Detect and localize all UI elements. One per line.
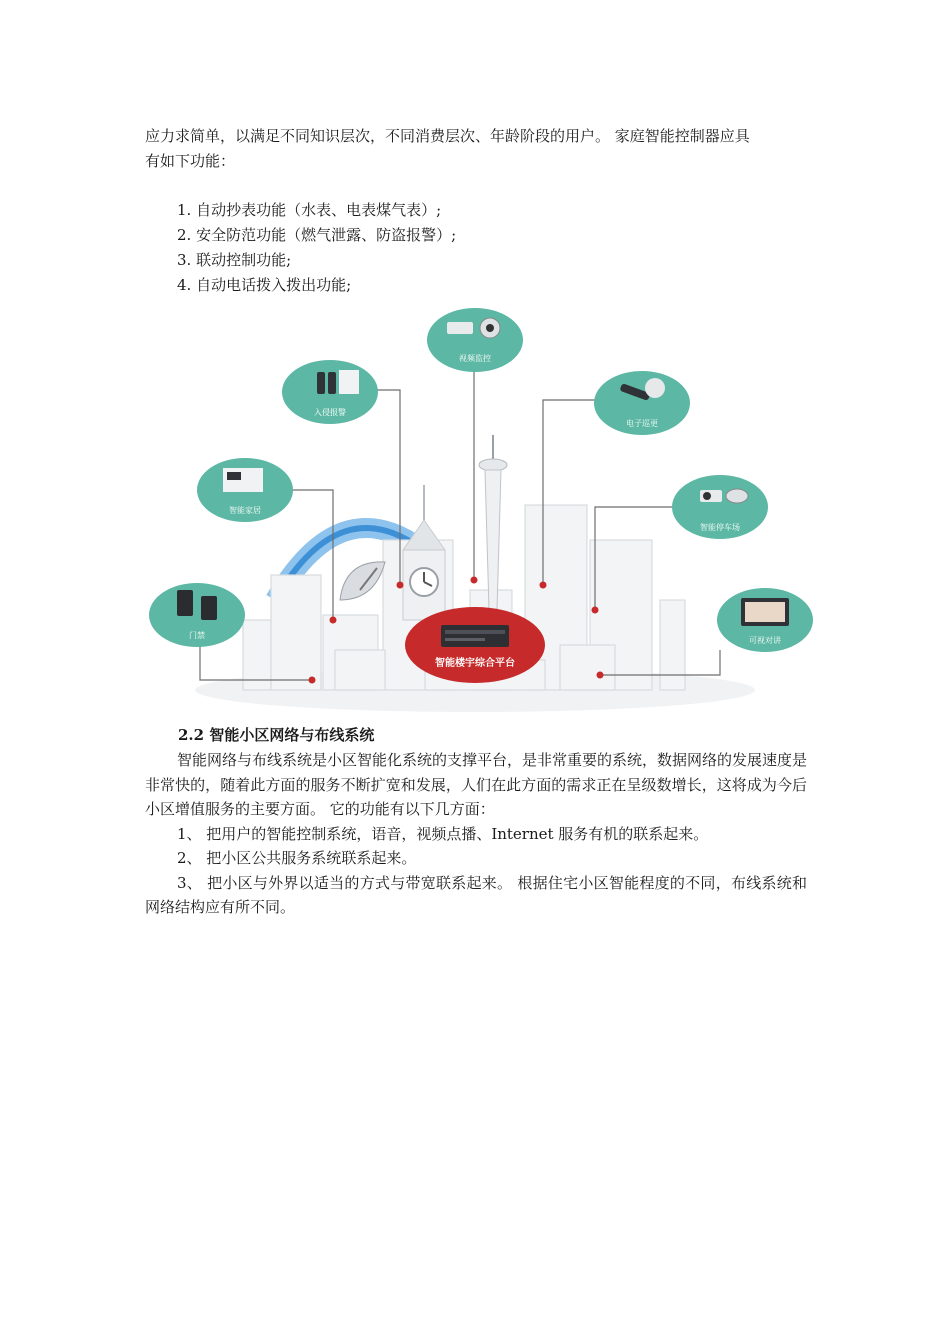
intro-line-1: 应力求简单，以满足不同知识层次，不同消费层次、年龄阶段的用户。 家庭智能控制器应具 (145, 127, 750, 145)
node-label-home: 智能家居 (229, 506, 261, 515)
function-list (177, 198, 777, 298)
node-label-door: 门禁 (189, 631, 205, 640)
node-video-intercom (717, 588, 813, 652)
intro-line-2: 有如下功能： (145, 151, 236, 170)
diagram-svg (145, 300, 817, 720)
section-item-2: 2、 把小区公共服务系统联系起来。 (177, 849, 417, 867)
keypad-icon (177, 590, 193, 616)
camera-icon (447, 322, 473, 334)
satellite-dish (340, 562, 385, 600)
node-label-patrol: 电子巡更 (626, 419, 658, 428)
section-body (145, 748, 807, 920)
clock-tower (403, 485, 445, 620)
central-platform (405, 607, 545, 683)
center-label: 智能楼宇综合平台 (435, 658, 515, 669)
smart-building-diagram (145, 300, 817, 720)
function-item-3: 3. 联动控制功能; (177, 251, 292, 269)
node-label-video: 视频监控 (459, 354, 491, 363)
function-item-1: 1. 自动抄表功能（水表、电表煤气表）; (177, 201, 442, 219)
function-item-2: 2. 安全防范功能（燃气泄露、防盗报警）; (177, 226, 457, 244)
node-intrusion-alarm (282, 360, 378, 424)
node-smart-home (197, 458, 293, 522)
section-item-3: 3、 把小区与外界以适当的方式与带宽联系起来。 根据住宅小区智能程度的不同，布线系统和网络结构应有所不同。 (145, 873, 807, 916)
node-label-intrusion: 入侵报警 (314, 408, 346, 417)
section-item-1: 1、 把用户的智能控制系统，语音，视频点播、Internet 服务有机的联系起来。 (177, 824, 709, 843)
section-paragraph-1: 智能网络与布线系统是小区智能化系统的支撑平台，是非常重要的系统，数据网络的发展速度是非常快的，随着此方面的服务不断扩宽和发展，人们在此方面的需求正在呈级数增长，这将成为今后小区增值服务的主要方面。 它的功能有以下几方面： (145, 751, 808, 818)
node-label-parking: 智能停车场 (700, 523, 740, 532)
intro-paragraph (145, 124, 807, 173)
node-label-intercom: 可视对讲 (749, 636, 781, 645)
node-smart-parking (672, 475, 768, 539)
sensor-icon (317, 372, 325, 394)
node-access-control (149, 583, 245, 647)
section-title: 2.2 智能小区网络与布线系统 (178, 726, 375, 744)
tv-tower (479, 435, 507, 610)
node-video-surveillance (427, 308, 523, 372)
function-item-4: 4. 自动电话拨入拨出功能; (177, 276, 352, 294)
node-electronic-patrol (594, 371, 690, 435)
